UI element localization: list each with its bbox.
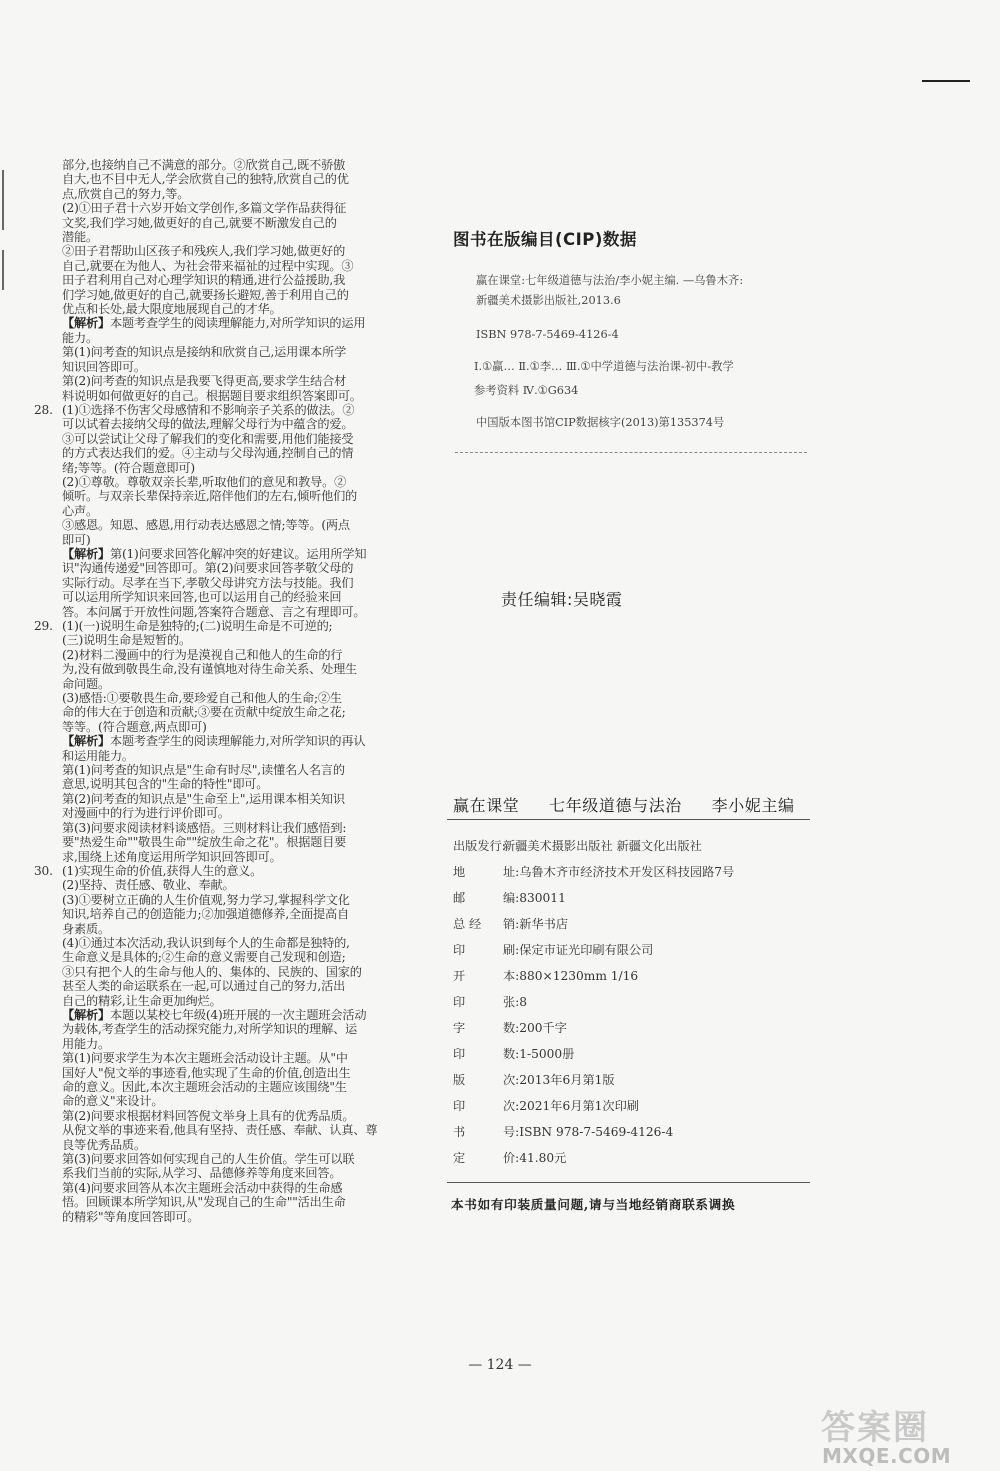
answer-line [62,662,412,676]
answer-line [62,979,412,993]
book-editor: 李小妮主编 [711,796,795,815]
answer-text: 第(1)问考查的知识点是"生命有时尽",读懂名人名言的 [62,763,345,778]
answer-line [62,1181,412,1195]
answer-line [34,619,412,633]
publication-info-row [453,915,568,932]
answer-line [62,806,412,820]
answer-line [62,547,412,561]
info-label: 字 [453,1021,466,1035]
answer-line [62,216,412,230]
publication-info-row [453,1123,673,1140]
book-title [453,793,819,816]
answer-line [62,259,412,273]
answer-text: (3)感悟:①要敬畏生命,要珍爱自己和他人的生命;②生 [62,691,342,706]
answer-line [62,518,412,532]
answer-line [62,1138,412,1152]
answer-text: ②田子君帮助山区孩子和残疾人,我们学习她,做更好的 [62,244,346,259]
answer-text: 绪;等等。(符合题意即可) [62,460,195,475]
answer-text: 文奖,我们学习她,做更好的自己,就要不断激发自己的 [62,215,337,230]
info-value: 价:41.80元 [503,1151,567,1165]
watermark-url: MXQE.COM [822,1444,952,1468]
answer-text: 识"沟通传递爱"回答即可。第(2)问要求回答孝敬父母的 [62,561,354,576]
answer-text: (1)(一)说明生命是独特的;(二)说明生命是不可逆的; [62,619,333,633]
answer-text: 第(1)问考查的知识点是接纳和欣赏自己,运用课本所学 [62,345,347,360]
analysis-tag: 【解析】 [62,734,110,749]
answer-line [62,331,412,345]
answer-line [62,1152,412,1166]
answer-line [62,633,412,647]
info-label: 印 [453,943,466,957]
publication-info-row [453,1071,615,1088]
info-label: 印 [453,1099,466,1113]
cip-line: Ⅰ.①赢… Ⅱ.①李… Ⅲ.①中学道德与法治课-初中-教学 [474,360,734,373]
answer-text: 自己,就要在为他人、为社会带来福祉的过程中实现。③ [62,258,354,273]
answer-line [62,763,412,777]
answer-text: 甚至人类的命运联系在一起,可以通过自己的努力,活出 [62,979,346,994]
answer-text: 可以试着去接纳父母的做法,理解父母行为中蕴含的爱。 [62,417,354,432]
answer-line [62,302,412,316]
answer-line [62,201,412,215]
info-value: 数:1-5000册 [503,1047,575,1061]
answer-line [62,461,412,475]
answer-text: 求,围绕上述角度运用所学知识回答即可。 [62,849,282,864]
answer-text: (2)材料二漫画中的行为是漠视自己和他人的生命的行 [62,647,343,662]
answer-text: (2)①尊敬。尊敬双亲长辈,听取他们的意见和教导。② [62,474,347,489]
answer-text: 料说明如何做更好的自己。根据题目要求组织答案即可。 [62,388,362,403]
answer-text: 自己的精彩,让生命更加绚烂。 [62,993,222,1008]
answer-text: 为,没有做到敬畏生命,没有谨慎地对待生命关系、处理生 [62,662,358,677]
answer-text: 第(3)问要求阅读材料谈感悟。三则材料让我们感悟到: [62,820,347,835]
answer-text: 答。本问属于开放性问题,答案符合题意、言之有理即可。 [62,604,366,619]
publication-info-row [453,889,566,906]
info-label: 印 [453,995,466,1009]
info-value: 数:200千字 [503,1021,567,1035]
answer-line [62,777,412,791]
answer-text: 自大,也不目中无人,学会欣赏自己的独特,欣赏自己的优 [62,172,349,187]
answer-text: 等等。(符合题意,两点即可) [62,719,207,734]
info-value: 本:880×1230mm 1/16 [503,969,639,983]
info-value: 编:830011 [503,891,566,905]
answer-line [34,864,412,878]
analysis-tag: 【解析】 [62,1007,110,1022]
answer-key-column [34,158,412,1224]
info-value: 新疆美术摄影出版社 新疆文化出版社 [503,839,702,853]
answer-text: 可以运用所学知识来回答,也可以运用自己的经验来回 [62,590,342,605]
publication-info-row [453,863,734,880]
answer-line [62,446,412,460]
info-label: 书 [453,1125,466,1139]
answer-line [62,605,412,619]
answer-text: 良等优秀品质。 [62,1137,146,1152]
answer-line [62,720,412,734]
cip-line: 参考资料 Ⅳ.①G634 [474,384,579,397]
publication-info-row [453,1149,566,1166]
edge-mark [2,250,4,290]
answer-line [62,561,412,575]
question-number: 29. [34,619,53,633]
answer-text: 命的意义。因此,本次主题班会活动的主题应该围绕"生 [62,1080,347,1094]
answer-text: 第(4)问要求回答从本次主题班会活动中获得的生命感 [62,1180,343,1195]
answer-line [62,1123,412,1137]
info-value: 次:2013年6月第1版 [503,1073,615,1087]
answer-line [62,922,412,936]
answer-text: 即可) [62,532,91,547]
answer-line [62,965,412,979]
answer-text: 第(2)问考查的知识点是"生命至上",运用课本相关知识 [62,791,345,806]
answer-line [62,1166,412,1180]
answer-line [62,158,412,172]
answer-text: 要"热爱生命""敬畏生命""绽放生命之花"。根据题目要 [62,835,347,850]
publication-info-row [453,1097,639,1114]
cip-title: 图书在版编目(CIP)数据 [453,230,637,249]
answer-text: (1)①选择不伤害父母感情和不影响亲子关系的做法。② [62,402,355,417]
answer-text: 系我们当前的实际,从学习、品德修养等角度来回答。 [62,1166,342,1181]
info-label: 邮 [453,891,466,905]
cip-line: 新疆美术摄影出版社,2013.6 [476,294,621,307]
responsible-editor: 责任编辑:吴晓霞 [501,590,623,609]
info-label: 定 [453,1151,466,1165]
answer-line [62,734,412,748]
info-value: 张:8 [503,995,528,1009]
answer-line [62,172,412,186]
answer-line [62,230,412,244]
answer-text: 实际行动。尽孝在当下,孝敬父母讲究方法与技能。我们 [62,575,354,590]
answer-text: 命问题。 [62,676,110,691]
answer-text: 点,欣赏自己的努力,等。 [62,186,190,201]
answer-line [62,1210,412,1224]
answer-line [62,1066,412,1080]
answer-text: 为载体,考查学生的活动探究能力,对所学知识的理解、运 [62,1022,358,1037]
answer-text: 知识回答即可。 [62,359,146,374]
analysis-tag: 【解析】 [62,546,110,561]
cip-line: 赢在课堂:七年级道德与法治/李小妮主编. —乌鲁木齐: [476,274,744,287]
answer-line [62,878,412,892]
answer-text: 身素质。 [62,921,110,936]
publication-info-row [453,967,638,984]
answer-line [62,489,412,503]
info-value: 号:ISBN 978-7-5469-4126-4 [503,1125,674,1139]
answer-line [62,648,412,662]
answer-line [62,893,412,907]
answer-text: 田子君利用自己对心理学知识的精通,进行公益援助,我 [62,273,346,288]
quality-notice: 本书如有印装质量问题,请与当地经销商联系调换 [451,1197,736,1212]
answer-line [62,432,412,446]
answer-text: (2)坚持、责任感、敬业、奉献。 [62,878,235,893]
answer-text: 们学习她,做更好的自己,就要扬长避短,善于利用自己的 [62,287,349,302]
answer-text: 第(1)问要求学生为本次主题班会活动设计主题。从"中 [62,1051,348,1066]
info-value: 次:2021年6月第1次印刷 [503,1099,639,1113]
answer-text: 能力。 [62,330,98,345]
answer-line [62,749,412,763]
answer-text: 悟。回顾课本所学知识,从"发现自己的生命""活出生命 [62,1195,346,1210]
answer-line [62,244,412,258]
answer-text: 知识,培养自己的创造能力;②加强道德修养,全面提高自 [62,907,349,922]
answer-text: 第(2)问要求根据材料回答倪文举身上具有的优秀品质。 [62,1108,355,1123]
answer-text: (2)①田子君十六岁开始文学创作,多篇文学作品获得征 [62,201,347,216]
answer-line [62,1008,412,1022]
answer-line [62,316,412,330]
answer-text: 本题考查学生的阅读理解能力,对所学知识的再认 [109,734,366,749]
answer-line [62,850,412,864]
answer-line [62,389,412,403]
answer-line [62,821,412,835]
answer-text: 国好人"倪文举的事迹看,他实现了生命的价值,创造出生 [62,1065,351,1080]
answer-text: 命的伟大在于创造和贡献;③要在贡献中绽放生命之花; [62,705,346,720]
answer-text: 第(2)问考查的知识点是我要飞得更高,要求学生结合材 [62,374,347,389]
answer-text: 本题以某校七年级(4)班开展的一次主题班会活动 [109,1007,367,1022]
answer-line [62,374,412,388]
answer-text: (1)实现生命的价值,获得人生的意义。 [62,863,263,878]
answer-line [62,360,412,374]
answer-line [62,590,412,604]
title-rule [447,819,810,820]
info-label: 出版发行: [453,839,506,853]
answer-line [62,504,412,518]
answer-line [62,288,412,302]
answer-line [34,403,412,417]
answer-line [62,475,412,489]
info-label: 总 经 [453,917,482,931]
answer-line [62,273,412,287]
answer-line [62,1022,412,1036]
answer-text: 第(3)问要求回答如何实现自己的人生价值。学生可以联 [62,1152,355,1167]
answer-line [62,907,412,921]
answer-line [62,187,412,201]
answer-line [62,950,412,964]
info-label: 版 [453,1073,466,1087]
answer-text: 倾听。与双亲长辈保持亲近,陪伴他们的左右,倾听他们的 [62,489,358,504]
publication-info-row [453,941,653,958]
answer-text: ③只有把个人的生命与他人的、集体的、民族的、国家的 [62,964,362,979]
question-number: 30. [34,863,53,878]
book-name: 赢在课堂 [453,796,520,815]
answer-text: 从倪文举的事迹来看,他具有坚持、责任感、奉献、认真、尊 [62,1123,378,1138]
answer-text: (三)说明生命是短暂的。 [62,633,191,648]
answer-text: 和运用能力。 [62,748,134,763]
answer-line [62,1037,412,1051]
answer-text: 部分,也接纳自己不满意的部分。②欣赏自己,既不骄傲 [62,158,346,172]
answer-text: 的精彩"等角度回答即可。 [62,1209,200,1224]
answer-line [62,677,412,691]
answer-line [62,1195,412,1209]
publication-info-row [453,1045,574,1062]
answer-line [62,792,412,806]
answer-text: 意思,说明其包含的"生命的特性"即可。 [62,777,269,792]
answer-line [62,994,412,1008]
answer-line [62,691,412,705]
answer-line [62,1080,412,1094]
answer-line [62,1051,412,1065]
info-value: 址:乌鲁木齐市经济技术开发区科技园路7号 [503,865,735,879]
answer-text: 本题考查学生的阅读理解能力,对所学知识的运用 [109,316,366,331]
answer-text: 命的意义"来设计。 [62,1094,164,1109]
answer-text: ③感恩。知恩、感恩,用行动表达感恩之情;等等。(两点 [62,518,350,533]
dashed-divider [455,452,807,453]
answer-line [62,705,412,719]
answer-text: 对漫画中的行为进行评价即可。 [62,806,230,821]
page-number: — 124 — [468,1357,532,1373]
answer-line [62,345,412,359]
answer-line [62,835,412,849]
info-value: 销:新华书店 [503,917,569,931]
analysis-tag: 【解析】 [62,316,110,331]
info-label: 开 [453,969,466,983]
publication-info-row [453,1019,567,1036]
corner-mark [922,80,970,82]
answer-line [62,1109,412,1123]
edge-mark [2,170,4,230]
info-value: 刷:保定市证光印刷有限公司 [503,943,654,957]
watermark-logo: 答案圈 [821,1408,929,1448]
answer-text: 第(1)问要求回答化解冲突的好建议。运用所学知 [109,546,367,561]
answer-text: 心声。 [62,503,98,518]
answer-text: 优点和长处,最大限度地展现自己的才华。 [62,302,282,317]
question-number: 28. [34,402,53,417]
answer-text: 生命意义是具体的;②生命的意义需要自己发现和创造; [62,950,346,965]
answer-line [62,1094,412,1108]
answer-text: (4)①通过本次活动,我认识到每个人的生命都是独特的, [62,935,350,950]
answer-line [62,533,412,547]
info-rule [447,1182,810,1183]
answer-line [62,576,412,590]
answer-text: (3)①要树立正确的人生价值观,努力学习,掌握科学文化 [62,892,350,907]
book-subject: 七年级道德与法治 [549,796,682,815]
answer-line [62,936,412,950]
answer-text: 潜能。 [62,230,98,245]
cip-line: 中国版本图书馆CIP数据核字(2013)第135374号 [476,416,725,429]
publication-info-row [453,837,702,854]
info-label: 地 [453,865,466,879]
answer-text: 用能力。 [62,1036,110,1051]
cip-line: ISBN 978-7-5469-4126-4 [476,328,619,341]
info-label: 印 [453,1047,466,1061]
answer-text: ③可以尝试让父母了解我们的变化和需要,用他们能接受 [62,431,354,446]
publication-info-row [453,993,527,1010]
answer-text: 的方式表达我们的爱。④主动与父母沟通,控制自己的情 [62,446,354,461]
answer-line [62,417,412,431]
